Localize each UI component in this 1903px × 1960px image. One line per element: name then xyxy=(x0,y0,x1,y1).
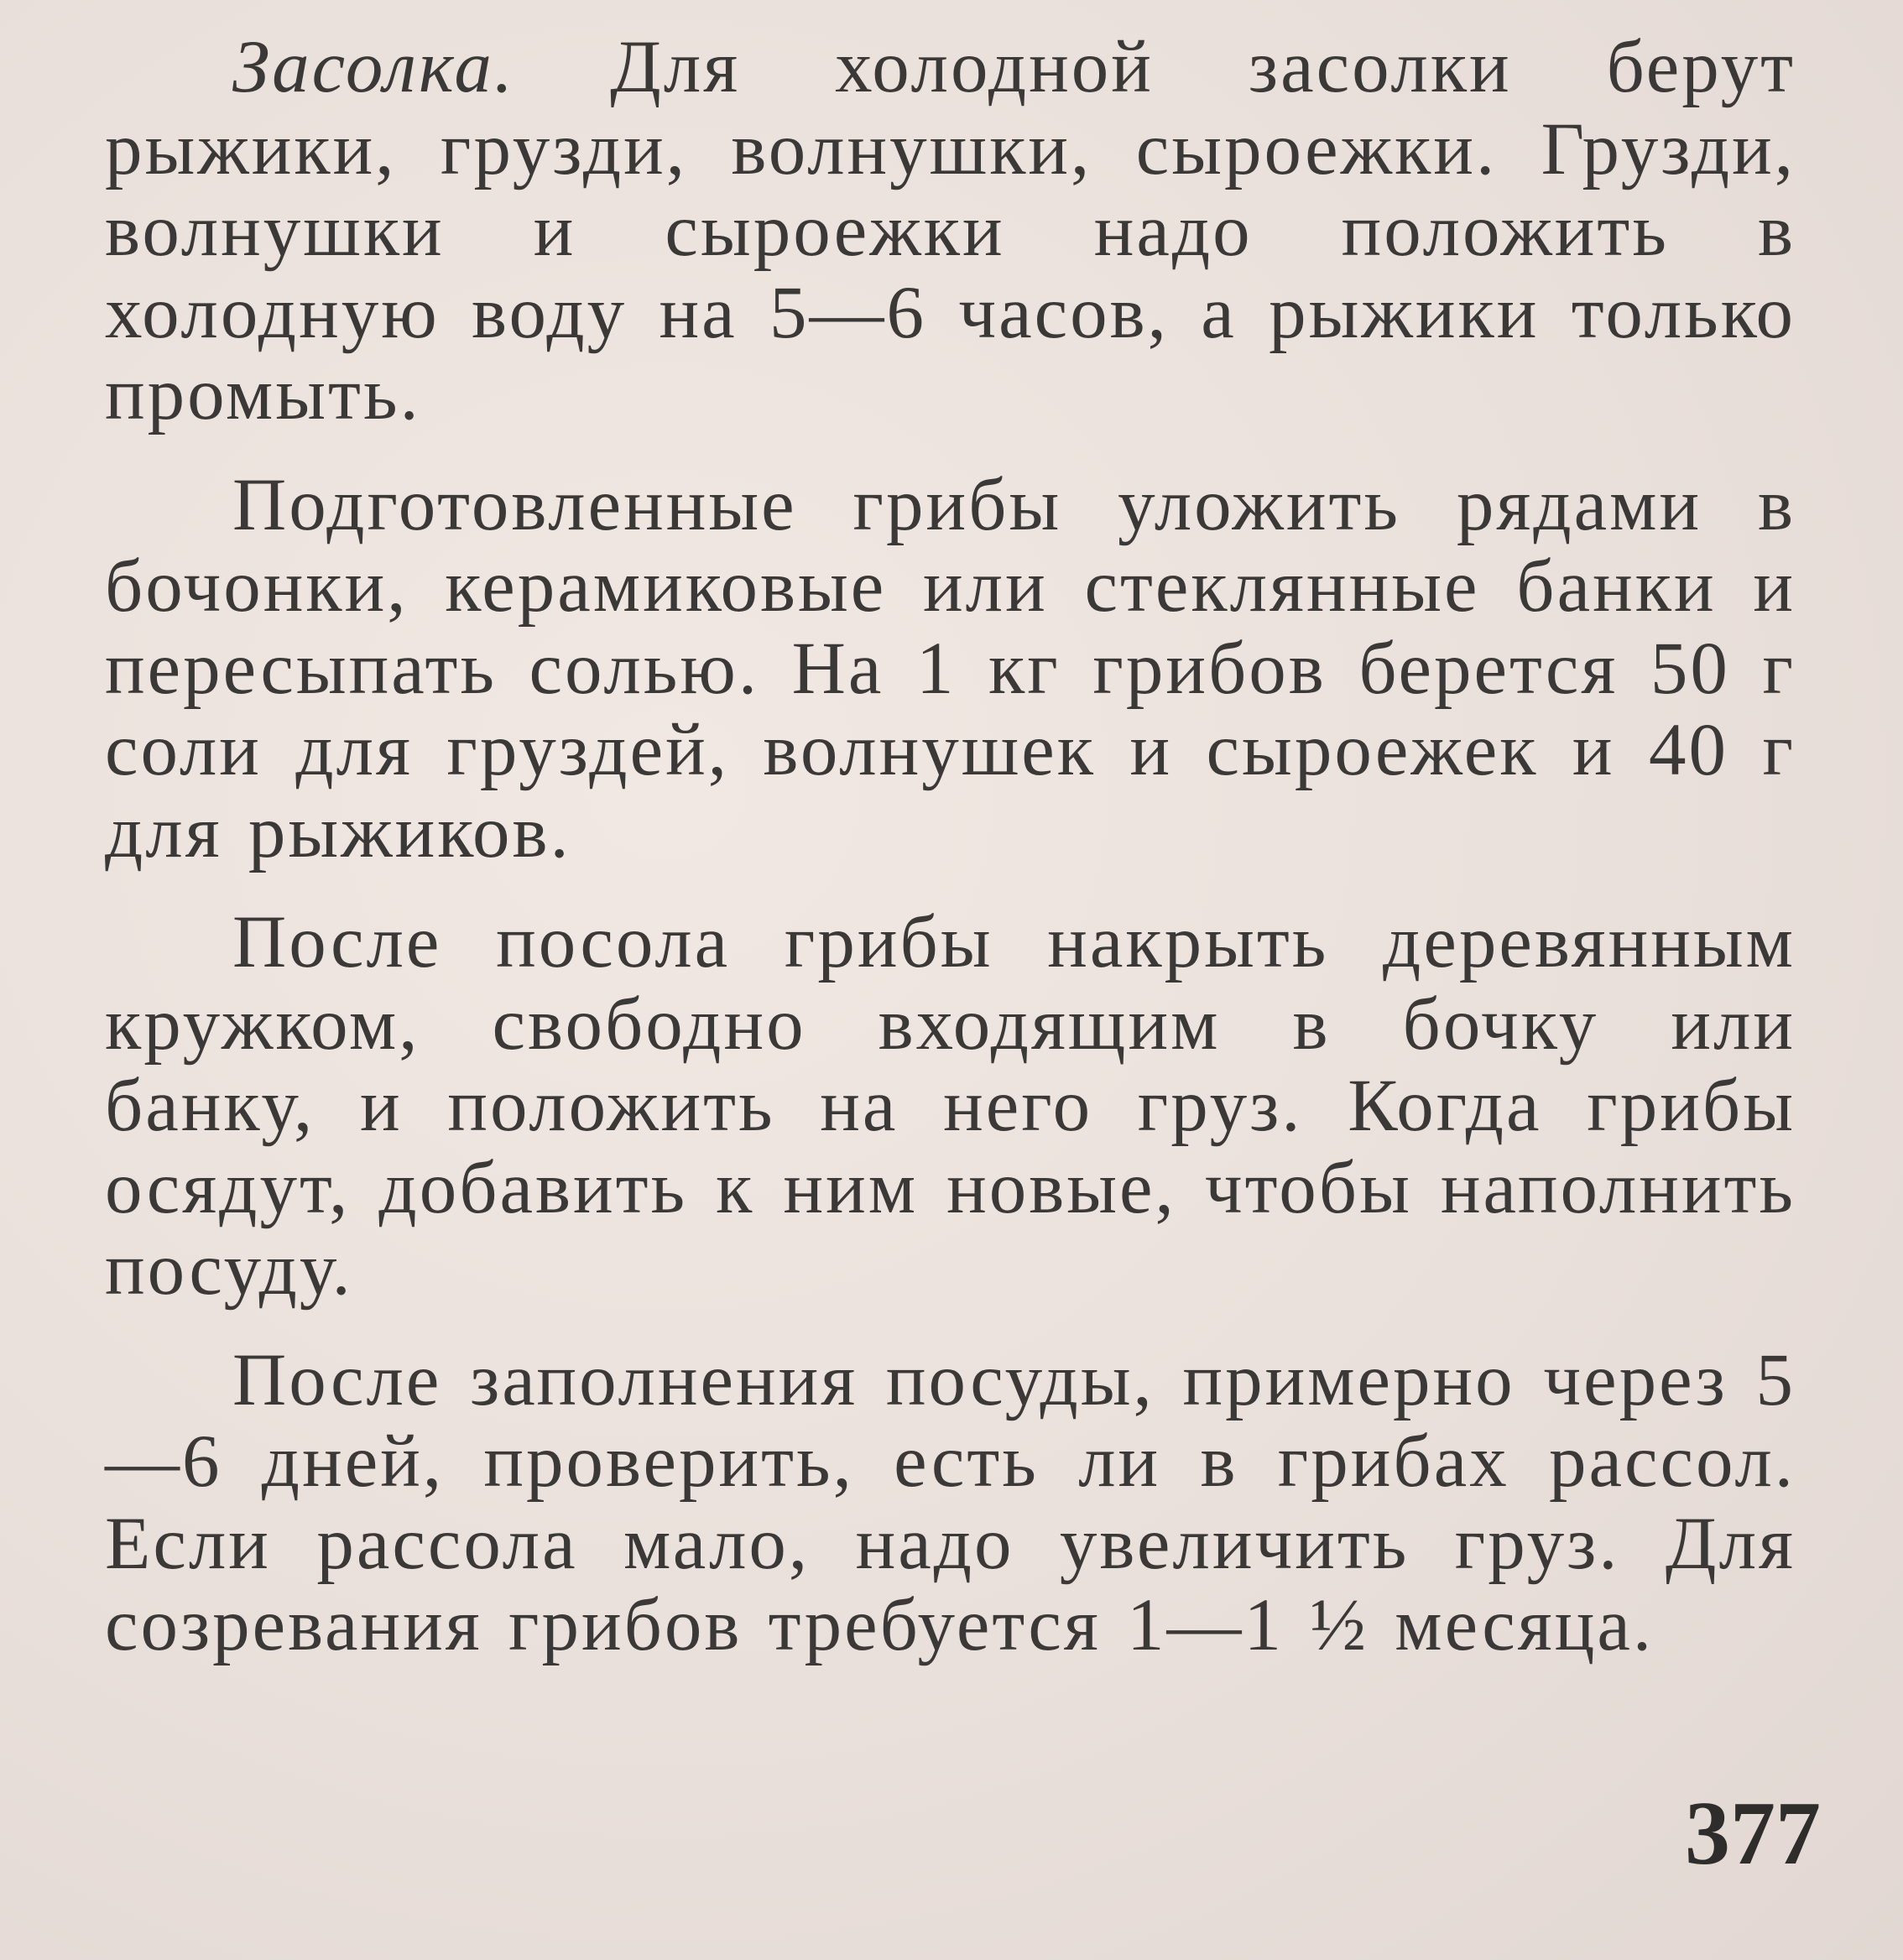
paragraph-2: Подготовленные грибы уложить рядами в бочонки, керамиковые или стеклянные банки и пересыпать солью. На 1 кг грибов берется 50 г соли для груздей, волнушек и сыроежек и 40 г для рыжиков. xyxy=(105,463,1796,873)
section-heading: Засолка. xyxy=(232,26,516,108)
text-block xyxy=(105,27,1796,1696)
paragraph-1 xyxy=(105,27,1796,436)
paragraph-3: После посола грибы накрыть деревянным кружком, свободно входящим в бочку или банку, и положить на него груз. Когда грибы осядут, добавить к ним новые, чтобы наполнить посуду. xyxy=(105,901,1796,1311)
cut-off-top-line xyxy=(227,0,1032,13)
page-number: 377 xyxy=(1685,1784,1821,1884)
paragraph-1-text: Для холодной засолки берут рыжики, грузди, волнушки, сыроежки. Грузди, волнушки и сыроежки надо положить в холодную воду на 5—6 часов, а рыжики только промыть. xyxy=(105,26,1796,435)
paragraph-4: После заполнения посуды, примерно через 5—6 дней, проверить, есть ли в грибах рассол. Если рассола мало, надо увеличить груз. Для созревания грибов требуется 1—1 ½ месяца. xyxy=(105,1338,1796,1666)
